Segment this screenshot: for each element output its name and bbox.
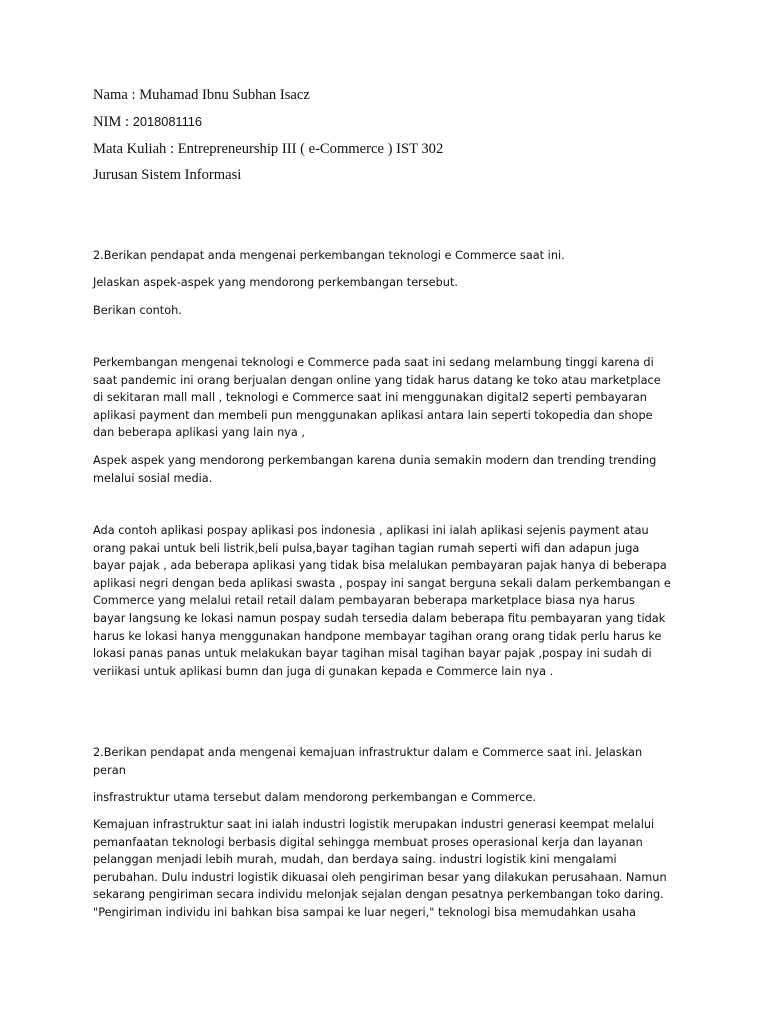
name-label: Nama :: [93, 87, 140, 103]
answer-1-paragraph-1: Perkembangan mengenai teknologi e Commerce pada saat ini sedang melambung tinggi karena di saat pandemic ini orang berjualan dengan online yang tidak harus datang ke toko atau marketplace di sekitaran mall mall , teknologi e Commerce saat ini menggunakan digital2 seperti pembayaran aplikasi payment dan membeli pun menggunakan aplikasi antara lain seperti tokopedia dan shope dan beberapa aplikasi yang lain nya ,: [93, 356, 661, 440]
nim-label: NIM :: [93, 114, 133, 130]
course-line: Mata Kuliah : Entrepreneurship III ( e-Commerce ) IST 302: [93, 141, 444, 157]
question-1-line-2: Jelaskan aspek-aspek yang mendorong perkembangan tersebut.: [93, 276, 458, 289]
answer-1-paragraph-3: Ada contoh aplikasi pospay aplikasi pos indonesia , aplikasi ini ialah aplikasi sejenis payment atau orang pakai untuk beli listrik,beli pulsa,bayar tagihan tagian rumah seperti wifi dan adapun juga bayar pajak , ada beberapa aplikasi yang tidak bisa melalukan pembayaran pajak hanya di beberapa aplikasi negri dengan beda aplikasi swasta , pospay ini sangat berguna sekali dalam perkembangan e Commerce yang melalui retail retail dalam pembayaran beberapa marketplace biasa nya harus bayar langsung ke lokasi namun pospay sudah tersedia dalam beberapa fitu pembayaran yang tidak harus ke lokasi hanya menggunakan handpone membayar tagihan orang orang tidak perlu harus ke lokasi panas panas untuk melakukan bayar tagihan misal tagihan bayar pajak ,pospay ini sudah di veriikasi untuk aplikasi bumn dan juga di gunakan kepada e Commerce lain nya .: [93, 524, 671, 678]
student-name-line: [93, 86, 310, 104]
question-1-line-1: 2.Berikan pendapat anda mengenai perkembangan teknologi e Commerce saat ini.: [93, 249, 565, 262]
question-2-line-1: 2.Berikan pendapat anda mengenai kemajuan infrastruktur dalam e Commerce saat ini. Jelaskan peran: [93, 746, 643, 777]
question-1-line-3: Berikan contoh.: [93, 304, 182, 317]
question-2-line-2: insfrastruktur utama tersebut dalam mendorong perkembangan e Commerce.: [93, 791, 537, 804]
nim-value: 2018081116: [132, 114, 203, 129]
name-value: Muhamad Ibnu Subhan Isacz: [139, 87, 310, 103]
student-id-line: [93, 113, 202, 131]
answer-2-paragraph-1: Kemajuan infrastruktur saat ini ialah industri logistik merupakan industri generasi keempat melalui pemanfaatan teknologi berbasis digital sehingga membuat proses operasional kerja dan layanan pelanggan menjadi lebih murah, mudah, dan berdaya saing. industri logistik kini mengalami perubahan. Dulu industri logistik dikuasai oleh pengiriman besar yang dilakukan perusahaan. Namun sekarang pengiriman secara individu melonjak sejalan dengan pesatnya perkembangan toko daring. "Pengiriman individu ini bahkan bisa sampai ke luar negeri," teknologi bisa memudahkan usaha: [93, 818, 667, 919]
answer-1-paragraph-2: Aspek aspek yang mendorong perkembangan karena dunia semakin modern dan trending trending melalui sosial media.: [93, 454, 657, 485]
department-line: Jurusan Sistem Informasi: [93, 167, 242, 183]
